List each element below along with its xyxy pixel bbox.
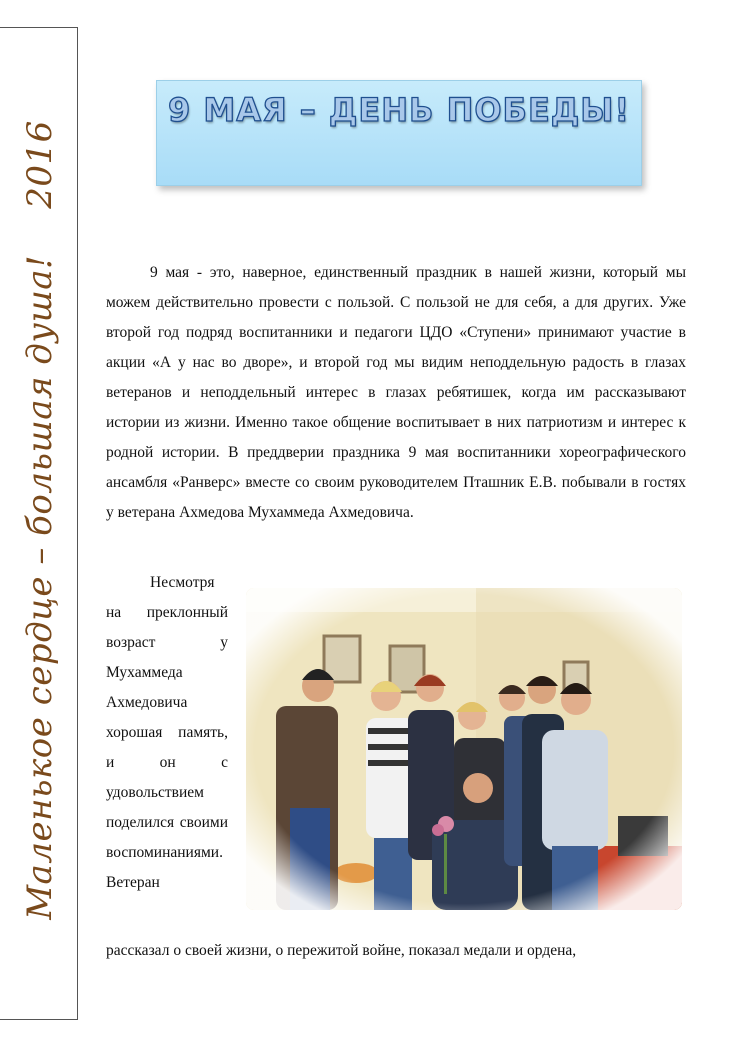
sidebar-title <box>20 120 60 920</box>
article-paragraph-2-column: Несмотря на преклонный возраст у Мухаммеда Ахмедовича хорошая память, и он с удовольствием поделился своими воспоминаниями. Ветеран <box>106 574 228 891</box>
group-photo <box>246 588 682 910</box>
sidebar-year: 2016 <box>20 120 60 209</box>
title-banner <box>156 80 642 186</box>
page-title: 9 МАЯ – ДЕНЬ ПОБЕДЫ! <box>167 91 631 129</box>
sidebar-slogan: Маленькое сердце – большая душа! <box>20 254 60 920</box>
article-paragraph-1: 9 мая - это, наверное, единственный праздник в нашей жизни, который мы можем действительно провести с пользой. С пользой не для себя, а для других. Уже второй год подряд воспитанники и педагоги ЦДО «Ступени» принимают участие в акции «А у нас во дворе», и второй год мы видим неподдельную радость в глазах ветеранов и неподдельный интерес в глазах ребятишек, когда им рассказывают истории из жизни. Именно такое общение воспитывает в них патриотизм и интерес к родной истории. В преддверии праздника 9 мая воспитанники хореографического ансамбля «Ранверс» вместе со своим руководителем Пташник Е.В. побывали в гостях у ветерана Ахмедова Мухаммеда Ахмедовича. <box>106 264 686 521</box>
article-paragraph-2-continued: рассказал о своей жизни, о пережитой войне, показал медали и ордена, <box>106 942 577 959</box>
